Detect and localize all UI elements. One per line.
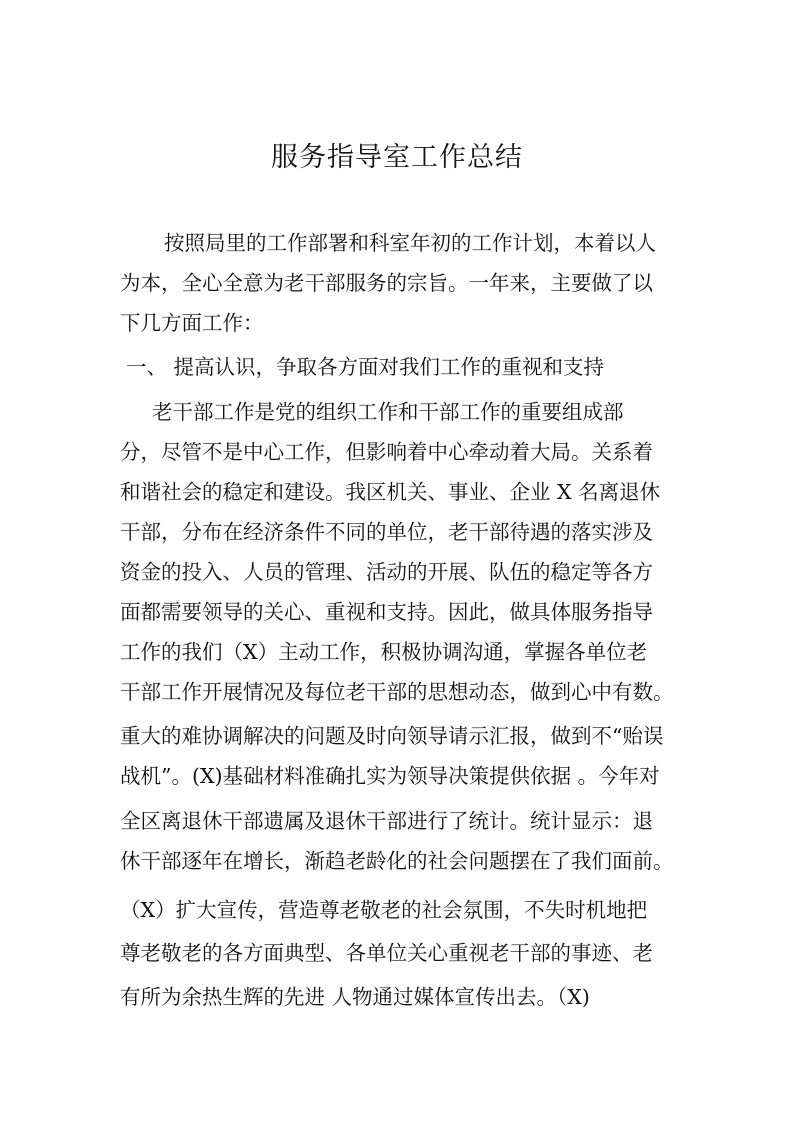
section-1-line-1: 老干部工作是党的组织工作和干部工作的重要组成部 xyxy=(152,400,624,424)
section-1-line-11: 全区离退休干部遗属及退休干部进行了统计。统计显示：退 xyxy=(120,809,653,833)
intro-line-1: 按照局里的工作部署和科室年初的工作计划，本着以人 xyxy=(164,231,656,255)
intro-line-2: 为本，全心全意为老干部服务的宗旨。一年来，主要做了以 xyxy=(120,271,653,295)
section-1-line-15: 有所为余热生辉的先进 人物通过媒体宣传出去。（X) xyxy=(120,985,590,1009)
section-1-line-10: 战机”。(X)基础材料准确扎实为领导决策提供依据 。今年对 xyxy=(120,764,660,788)
section-1-line-3: 和谐社会的稳定和建设。我区机关、事业、企业 X 名离退休 xyxy=(120,480,661,504)
section-1-line-14: 尊老敬老的各方面典型、各单位关心重视老干部的事迹、老 xyxy=(120,941,653,965)
section-1-line-8: 干部工作开展情况及每位老干部的思想动态，做到心中有数。 xyxy=(120,680,674,704)
section-1-line-5: 资金的投入、人员的管理、活动的开展、队伍的稳定等各方 xyxy=(120,560,653,584)
section-1-line-9: 重大的难协调解决的问题及时向领导请示汇报，做到不“贻误 xyxy=(120,724,664,748)
section-1-line-13: （X）扩大宣传，营造尊老敬老的社会氛围，不失时机地把 xyxy=(120,898,648,922)
section-1-heading: 一、 提高认识，争取各方面对我们工作的重视和支持 xyxy=(126,355,605,379)
section-1-line-2: 分，尽管不是中心工作，但影响着中心牵动着大局。关系着 xyxy=(120,440,653,464)
section-1-line-4: 干部，分布在经济条件不同的单位，老干部待遇的落实涉及 xyxy=(120,520,653,544)
document-title: 服务指导室工作总结 xyxy=(271,142,523,173)
intro-line-3: 下几方面工作： xyxy=(120,311,264,335)
section-1-line-12: 休干部逐年在增长，渐趋老龄化的社会问题摆在了我们面前。 xyxy=(120,849,674,873)
section-1-line-6: 面都需要领导的关心、重视和支持。因此，做具体服务指导 xyxy=(120,600,653,624)
section-1-line-7: 工作的我们（X）主动工作，积极协调沟通，掌握各单位老 xyxy=(120,640,648,664)
